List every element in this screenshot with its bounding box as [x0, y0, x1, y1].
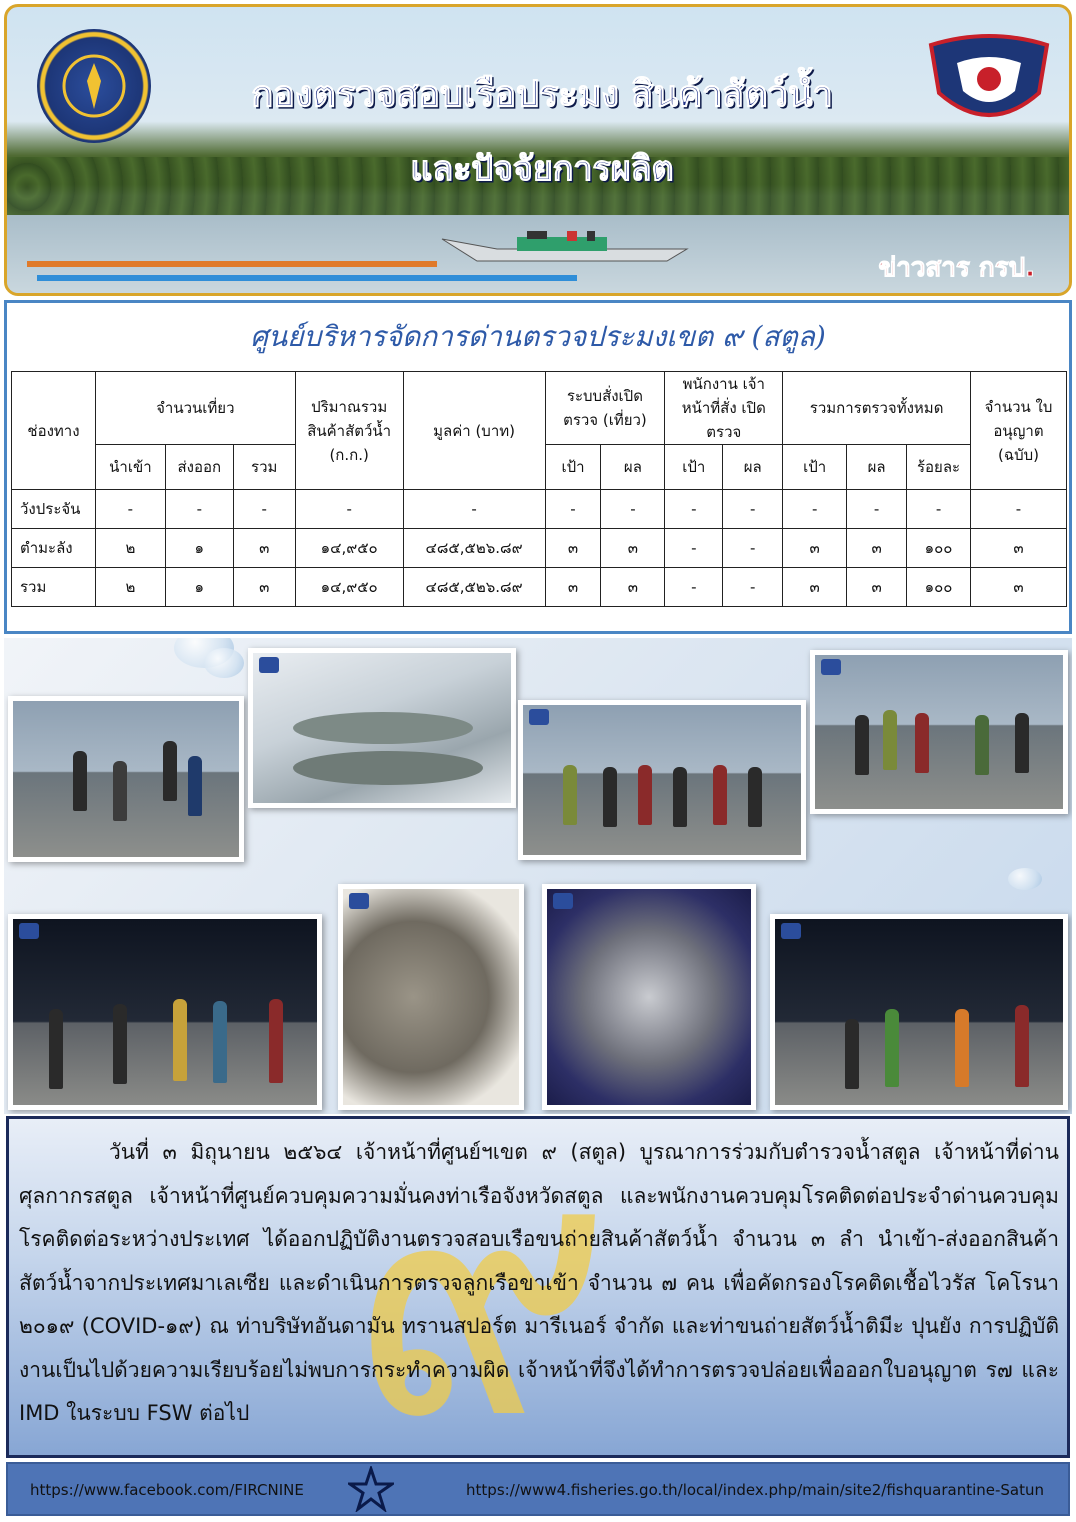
person-figure [1015, 1005, 1029, 1087]
table-cell: - [723, 490, 783, 529]
col-result: ผล [847, 445, 907, 490]
table-cell: - [95, 490, 165, 529]
fish-icon [273, 693, 493, 793]
person-figure [713, 765, 727, 825]
col-export: ส่งออก [165, 445, 233, 490]
header-row [12, 372, 1067, 445]
table-cell: - [295, 490, 403, 529]
person-figure [845, 1019, 859, 1089]
photo-shellfish-sack [338, 884, 524, 1110]
table-cell: ๑๔,๙๕๐ [295, 529, 403, 568]
photo-crew-screening [810, 650, 1068, 814]
table-cell: - [970, 490, 1066, 529]
table-cell: ๓ [233, 529, 295, 568]
person-figure [975, 715, 989, 775]
col-order-system: ระบบสั่งเปิด ตรวจ (เที่ยว) [545, 372, 665, 445]
table-row [12, 529, 1067, 568]
col-result: ผล [601, 445, 665, 490]
person-figure [855, 715, 869, 775]
table-cell: ๔๘๕,๕๒๖.๘๙ [403, 529, 545, 568]
table-cell: ๓ [783, 568, 847, 607]
table-cell: - [665, 568, 723, 607]
star-icon [348, 1466, 394, 1512]
table-cell: ๓ [847, 568, 907, 607]
col-target: เป้า [665, 445, 723, 490]
table-cell: ๑๐๐ [907, 529, 971, 568]
table-cell: ๒ [95, 529, 165, 568]
banner-title: กองตรวจสอบเรือประมง สินค้าสัตว์น้ำ [251, 74, 833, 115]
table-cell: ตำมะลัง [12, 529, 96, 568]
table-row [12, 490, 1067, 529]
table-cell: ๑ [165, 529, 233, 568]
table-cell: ๑๐๐ [907, 568, 971, 607]
table-cell: - [665, 529, 723, 568]
person-figure [1015, 713, 1029, 773]
table-cell: - [165, 490, 233, 529]
table-cell: ๑ [165, 568, 233, 607]
photo-fish-on-ice [248, 648, 516, 808]
fishery-logo-icon [553, 893, 573, 909]
department-seal-icon [37, 29, 151, 143]
person-figure [603, 767, 617, 827]
fishery-logo-icon [259, 657, 279, 673]
centre-title: ศูนย์บริหารจัดการด่านตรวจประมงเขต ๙ (สตูล) [250, 320, 826, 353]
col-target: เป้า [783, 445, 847, 490]
photo-night-screening [770, 914, 1068, 1110]
photo-mixed-catch [542, 884, 756, 1110]
col-target: เป้า [545, 445, 601, 490]
col-licenses: จำนวน ใบอนุญาต (ฉบับ) [970, 372, 1066, 490]
table-cell: ๓ [545, 568, 601, 607]
fishery-inspection-badge-icon [927, 33, 1051, 131]
statistics-table [11, 371, 1067, 607]
boat-icon [437, 227, 697, 267]
person-figure [673, 767, 687, 827]
blue-stripe [37, 275, 577, 281]
header-banner [4, 4, 1072, 296]
person-figure [188, 756, 202, 816]
table-cell: - [665, 490, 723, 529]
photo-dock-inspection [8, 696, 244, 862]
person-figure [163, 741, 177, 801]
person-figure [73, 751, 87, 811]
table-cell: ๓ [233, 568, 295, 607]
person-figure [638, 765, 652, 825]
col-channel: ช่องทาง [12, 372, 96, 490]
photo-night-documents [8, 914, 322, 1110]
table-cell: - [847, 490, 907, 529]
fishery-logo-icon [529, 709, 549, 725]
table-cell: ๓ [970, 529, 1066, 568]
table-cell: ๓ [601, 529, 665, 568]
person-figure [113, 761, 127, 821]
banner-subtitle: และปัจจัยการผลิต [410, 149, 674, 189]
person-figure [883, 710, 897, 770]
table-cell: ๓ [783, 529, 847, 568]
photo-staff-lineup [518, 700, 806, 860]
orange-stripe [27, 261, 437, 267]
decor-bubble [204, 648, 244, 678]
col-percent: ร้อยละ [907, 445, 971, 490]
table-row-total [12, 568, 1067, 607]
table-cell: - [403, 490, 545, 529]
person-figure [213, 1001, 227, 1083]
fishery-logo-icon [19, 923, 39, 939]
table-cell: วังประจัน [12, 490, 96, 529]
background-number: ๙ [349, 1116, 613, 1458]
table-cell: ๓ [970, 568, 1066, 607]
table-cell: - [783, 490, 847, 529]
person-figure [748, 767, 762, 827]
fishery-logo-icon [781, 923, 801, 939]
fishery-logo-icon [349, 893, 369, 909]
photo-gallery [4, 638, 1072, 1114]
table-cell: ๓ [545, 529, 601, 568]
person-figure [269, 999, 283, 1083]
table-cell: รวม [12, 568, 96, 607]
report-panel [6, 1116, 1070, 1458]
col-import: นำเข้า [95, 445, 165, 490]
website-link[interactable]: https://www4.fisheries.go.th/local/index.php/main/site2/fishquarantine-Satun [466, 1481, 1044, 1499]
table-cell: - [601, 490, 665, 529]
table-cell: ๓ [601, 568, 665, 607]
table-cell: - [233, 490, 295, 529]
report-text: วันที่ ๓ มิถุนายน ๒๕๖๔ เจ้าหน้าที่ศูนย์ฯเขต ๙ (สตูล) บูรณาการร่วมกับตำรวจน้ำสตูล เจ้าหน้าที่ด่านศุลกากรสตูล เจ้าหน้าที่ศูนย์ควบคุมความมั่นคงท่าเรือจังหวัดสตูล และพนักงานควบคุมโรคติดต่อประจำด่านควบคุมโรคติดต่อระหว่างประเทศ ได้ออกปฏิบัติงานตรวจสอบเรือขนถ่ายสินค้าสัตว์น้ำ จำนวน ๓ ลำ นำเข้า-ส่งออกสินค้าสัตว์น้ำจากประเทศมาเลเซีย และดำเนินการตรวจลูกเรือขาเข้า จำนวน ๗ คน เพื่อคัดกรองโรคติดเชื้อไวรัส โคโรนา ๒๐๑๙ (COVID-๑๙) ณ ท่าบริษัทอันดามัน ทรานสปอร์ต มารีเนอร์ จำกัด และท่าขนถ่ายสัตว์น้ำติมีะ ปุนยัง การปฏิบัติงานเป็นไปด้วยความเรียบร้อยไม่พบการกระทำความผิด เจ้าหน้าที่จึงได้ทำการตรวจปล่อยเพื่อออกใบอนุญาต ร๗ และ IMD ในระบบ FSW ต่อไป [19, 1140, 1059, 1425]
news-label: ข่าวสาร กรป. [878, 253, 1035, 283]
table-cell: ๓ [847, 529, 907, 568]
person-figure [49, 1009, 63, 1089]
facebook-link[interactable]: https://www.facebook.com/FIRCNINE [30, 1481, 304, 1499]
col-trips: จำนวนเที่ยว [95, 372, 295, 445]
col-total: รวม [233, 445, 295, 490]
person-figure [563, 765, 577, 825]
col-value: มูลค่า (บาท) [403, 372, 545, 490]
person-figure [915, 713, 929, 773]
col-all-inspections: รวมการตรวจทั้งหมด [783, 372, 971, 445]
statistics-panel [4, 300, 1072, 634]
person-figure [955, 1009, 969, 1087]
table-cell: ๑๔,๙๕๐ [295, 568, 403, 607]
footer-bar [6, 1462, 1070, 1516]
table-cell: ๒ [95, 568, 165, 607]
table-cell: - [723, 568, 783, 607]
fishery-logo-icon [821, 659, 841, 675]
col-quantity: ปริมาณรวม สินค้าสัตว์น้ำ (ก.ก.) [295, 372, 403, 490]
person-figure [885, 1009, 899, 1087]
person-figure [113, 1004, 127, 1084]
col-staff-order: พนักงาน เจ้าหน้าที่สั่ง เปิดตรวจ [665, 372, 783, 445]
col-result: ผล [723, 445, 783, 490]
decor-bubble [1008, 868, 1042, 890]
table-cell: ๔๘๕,๕๒๖.๘๙ [403, 568, 545, 607]
table-cell: - [907, 490, 971, 529]
table-cell: - [545, 490, 601, 529]
table-cell: - [723, 529, 783, 568]
person-figure [173, 999, 187, 1081]
